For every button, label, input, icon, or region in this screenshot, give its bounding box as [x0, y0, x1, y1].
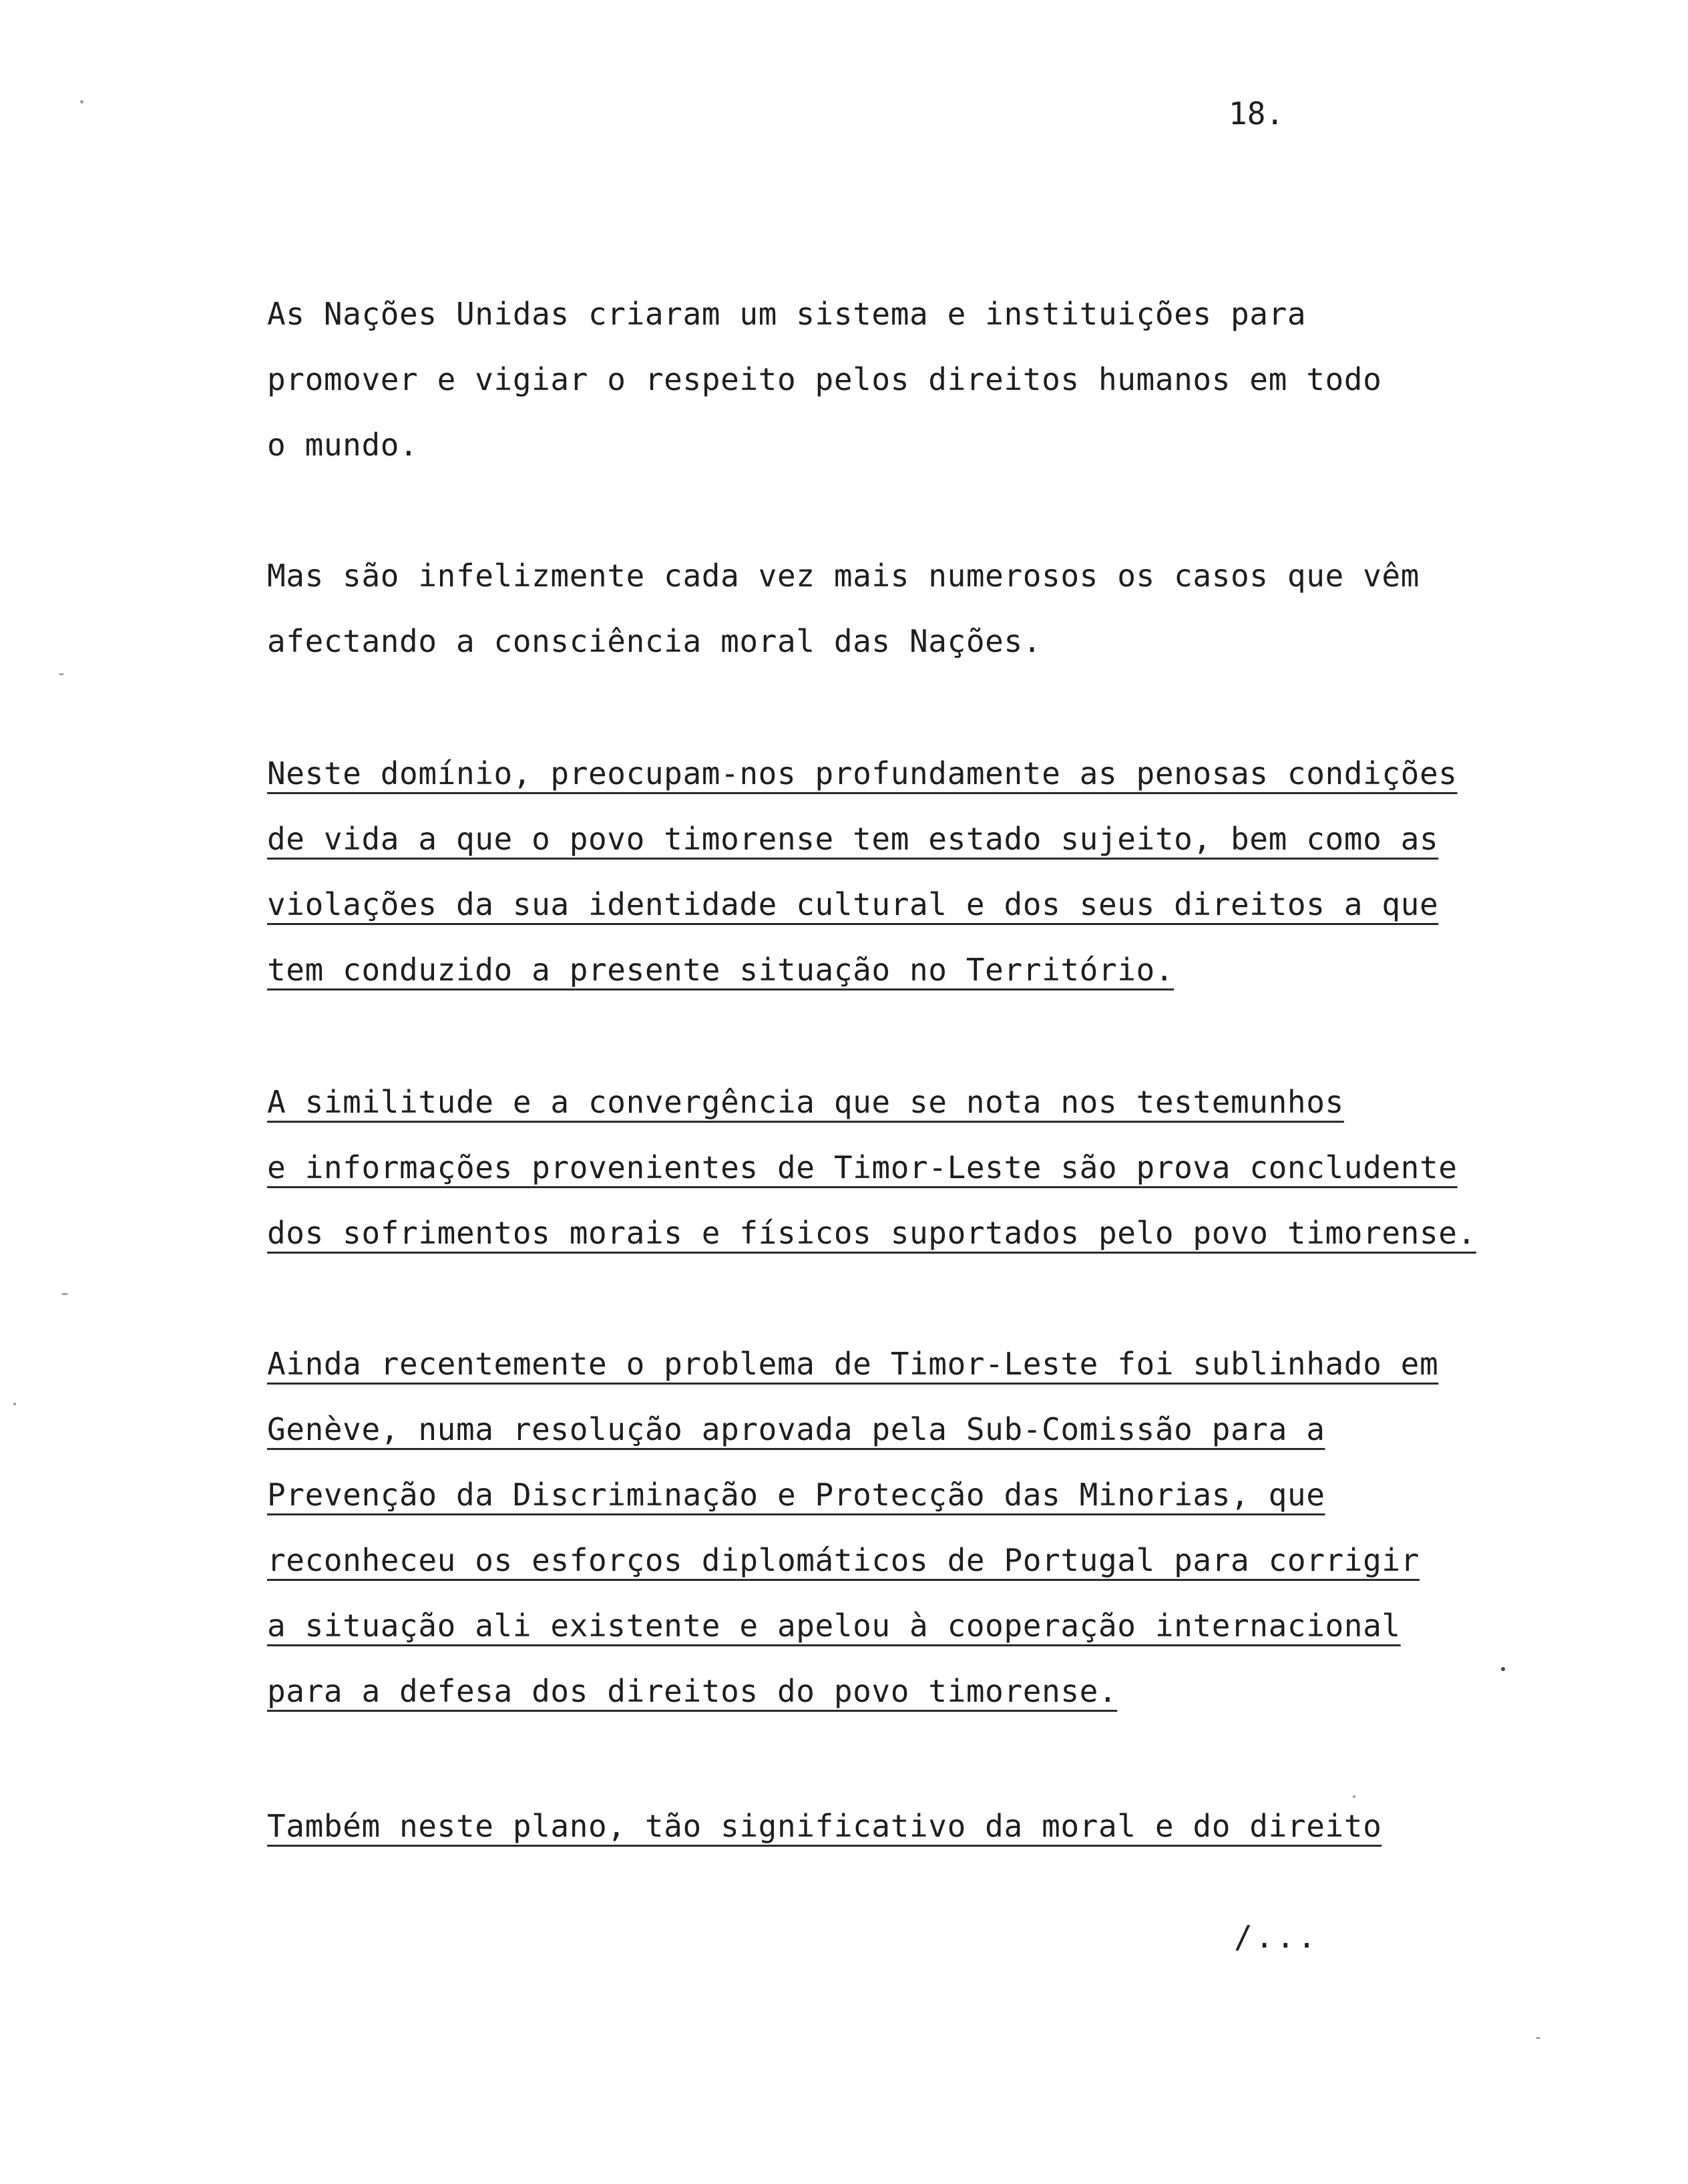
- paragraph-5-line-2: Genève, numa resolução aprovada pela Sub-Comissão para a: [267, 1411, 1325, 1447]
- scan-speck: [1353, 1795, 1355, 1798]
- paragraph-5-line-4: reconheceu os esforços diplomáticos de Portugal para corrigir: [267, 1542, 1420, 1578]
- page-number: 18.: [1229, 96, 1285, 132]
- continuation-mark: /...: [1234, 1919, 1319, 1955]
- paragraph-1-line-2: promover e vigiar o respeito pelos direitos humanos em todo: [267, 361, 1382, 397]
- scan-speck: [61, 1293, 68, 1295]
- paragraph-1-line-3: o mundo.: [267, 427, 419, 463]
- paragraph-3-line-1: Neste domínio, preocupam-nos profundamente as penosas condições: [267, 755, 1458, 791]
- paragraph-2-line-2: afectando a consciência moral das Nações.: [267, 623, 1042, 659]
- scan-speck: [80, 100, 83, 104]
- paragraph-4-line-1: A similitude e a convergência que se nota nos testemunhos: [267, 1084, 1344, 1120]
- paragraph-5-line-3: Prevenção da Discriminação e Protecção das Minorias, que: [267, 1477, 1325, 1513]
- paragraph-3-line-3: violações da sua identidade cultural e dos seus direitos a que: [267, 886, 1439, 922]
- scan-speck: [59, 673, 64, 675]
- paragraph-5-line-6: para a defesa dos direitos do povo timorense.: [267, 1673, 1118, 1709]
- scan-speck: [1501, 1667, 1505, 1671]
- scan-speck: [13, 1403, 16, 1405]
- scan-speck: [1536, 2037, 1540, 2039]
- paragraph-1-line-1: As Nações Unidas criaram um sistema e instituições para: [267, 296, 1307, 332]
- paragraph-4-line-3: dos sofrimentos morais e físicos suportados pelo povo timorense.: [267, 1215, 1476, 1251]
- paragraph-3-line-2: de vida a que o povo timorense tem estado sujeito, bem como as: [267, 821, 1439, 857]
- paragraph-3-line-4: tem conduzido a presente situação no Território.: [267, 952, 1175, 988]
- paragraph-5-line-5: a situação ali existente e apelou à cooperação internacional: [267, 1608, 1401, 1644]
- paragraph-5-line-1: Ainda recentemente o problema de Timor-Leste foi sublinhado em: [267, 1346, 1439, 1382]
- paragraph-2-line-1: Mas são infelizmente cada vez mais numerosos os casos que vêm: [267, 558, 1420, 594]
- paragraph-4-line-2: e informações provenientes de Timor-Leste são prova concludente: [267, 1149, 1458, 1186]
- paragraph-6-line-1: Também neste plano, tão significativo da moral e do direito: [267, 1808, 1382, 1844]
